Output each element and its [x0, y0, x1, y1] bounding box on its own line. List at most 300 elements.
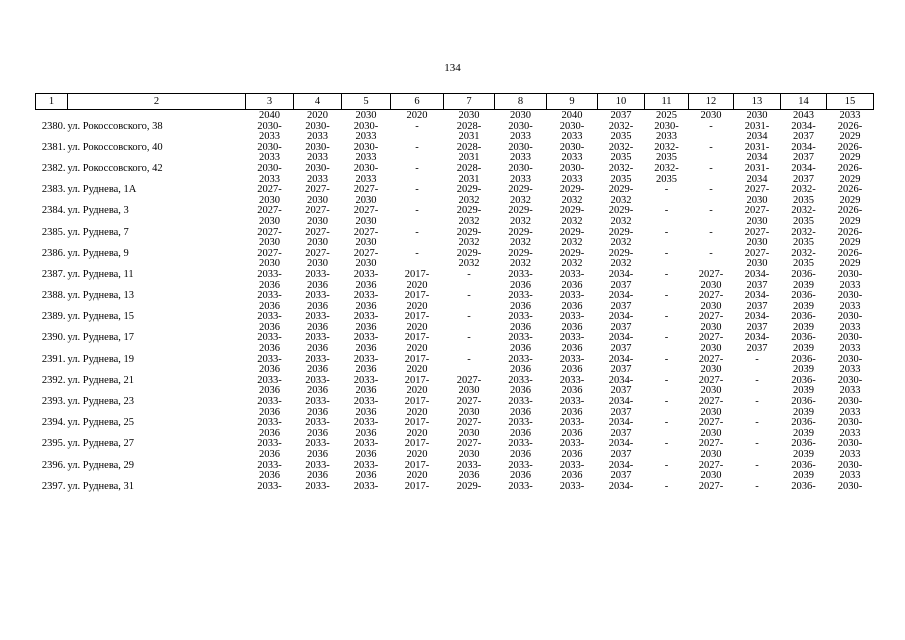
year-range-cell: 2032- 2035	[791, 226, 816, 249]
year-range-cell: 2027- 2030	[698, 459, 724, 482]
column-header: 1	[36, 94, 68, 110]
year-range-cell: 2028- 2031	[456, 141, 482, 164]
year-range-cell: 2030- 2033	[837, 438, 863, 460]
column-header: 9	[547, 94, 598, 110]
year-range-cell: 2030- 2033	[257, 141, 282, 164]
year-range-cell: 2040	[561, 110, 583, 121]
year-range-cell: -	[664, 184, 669, 196]
year-range-cell: 2030	[458, 110, 480, 121]
year-range-cell: 2033- 2036	[559, 268, 585, 291]
year-range-cell: 2034- 2037	[608, 459, 634, 482]
row-number: 2392.	[41, 374, 66, 386]
table-row	[36, 110, 874, 122]
year-range-cell: 2030- 2033	[508, 120, 533, 143]
year-range-cell: 2030- 2033	[837, 417, 863, 439]
address-cell: ул. Руднева, 21	[67, 374, 135, 386]
year-range-cell: 2033- 2036	[257, 290, 282, 312]
year-range-cell: 2026- 2029	[837, 141, 863, 164]
year-range-cell: 2029- 2032	[608, 184, 634, 206]
year-range-cell: 2036- 2039	[791, 459, 816, 482]
table-row	[36, 312, 874, 333]
year-range-cell: 2033- 2036	[305, 374, 330, 397]
year-range-cell: -	[664, 226, 669, 238]
year-range-cell: 2030- 2033	[837, 311, 863, 333]
year-range-cell: 2033-	[353, 480, 379, 492]
address-cell: ул. Руднева, 1А	[67, 184, 137, 196]
year-range-cell: 2030	[510, 110, 531, 121]
year-range-cell: 2033- 2036	[508, 459, 533, 482]
year-range-cell: 2030- 2033	[353, 141, 379, 164]
year-range-cell: -	[415, 247, 419, 259]
address-cell: ул. Руднева, 23	[67, 396, 135, 408]
year-range-cell: 2027- 2030	[353, 205, 379, 227]
row-number: 2391.	[41, 353, 66, 365]
year-range-cell: 2033- 2036	[353, 374, 379, 397]
year-range-cell: 2033- 2036	[305, 438, 330, 460]
address-cell	[68, 110, 246, 122]
year-range-cell: 2027- 2030	[698, 290, 724, 312]
year-range-cell: 2029- 2032	[456, 226, 482, 249]
year-range-cell: 2033- 2036	[257, 311, 282, 333]
year-range-cell: 2029- 2032	[559, 205, 585, 227]
year-range-cell: 2034- 2037	[608, 290, 634, 312]
year-range-cell: -	[467, 290, 471, 302]
year-range-cell: 2033- 2036	[559, 290, 585, 312]
year-range-cell: 2034- 2037	[608, 396, 634, 418]
column-header: 7	[444, 94, 495, 110]
year-range-cell: 2031- 2034	[744, 120, 770, 143]
year-range-cell: 2030- 2033	[837, 396, 863, 418]
row-number: 2394.	[41, 417, 66, 429]
year-range-cell: 2029- 2032	[559, 247, 585, 270]
year-range-cell: 2034- 2037	[791, 162, 816, 185]
table-row	[36, 439, 874, 460]
year-range-cell: 2017- 2020	[404, 332, 430, 355]
year-range-cell: -	[709, 162, 713, 174]
year-range-cell: 2033- 2036	[305, 332, 330, 355]
table-row	[36, 228, 874, 249]
year-range-cell: 2033- 2036	[559, 374, 585, 397]
row-number: 2389.	[41, 311, 66, 323]
year-range-cell: 2033- 2036	[305, 311, 330, 333]
year-range-cell: 2030- 2033	[559, 141, 585, 164]
table-row	[36, 482, 874, 493]
year-range-cell: 2033- 2036	[508, 417, 533, 439]
year-range-cell: 2017- 2020	[404, 353, 430, 376]
year-range-cell: 2027- 2030	[456, 438, 482, 460]
year-range-cell: 2033- 2036	[508, 311, 533, 333]
year-range-cell: 2034- 2037	[608, 268, 634, 291]
year-range-cell: 2025	[656, 110, 677, 121]
year-range-cell: 2017-	[404, 480, 430, 492]
year-range-cell: 2027- 2030	[353, 247, 379, 270]
year-range-cell: 2033- 2036	[257, 459, 282, 482]
column-header: 14	[781, 94, 827, 110]
year-range-cell: 2030- 2033	[559, 162, 585, 185]
year-range-cell: 2033- 2036	[559, 396, 585, 418]
year-range-cell: -	[467, 311, 471, 323]
year-range-cell: 2033- 2036	[257, 396, 282, 418]
year-range-cell: 2033- 2036	[508, 438, 533, 460]
year-range-cell: 2033- 2036	[305, 396, 330, 418]
year-range-cell: 2017- 2020	[404, 268, 430, 291]
year-range-cell: 2030- 2033	[654, 120, 679, 143]
schedule-table	[35, 93, 874, 492]
year-range-cell: -	[664, 268, 669, 280]
year-range-cell: 2033- 2036	[353, 332, 379, 355]
year-range-cell: 2032- 2035	[608, 120, 634, 143]
year-range-cell: 2029- 2032	[559, 184, 585, 206]
year-range-cell: 2034- 2037	[608, 438, 634, 460]
year-range-cell: 2036- 2039	[791, 311, 816, 333]
year-range-cell: 2034- 2037	[608, 374, 634, 397]
year-range-cell: 2033- 2036	[508, 268, 533, 291]
year-range-cell: -	[709, 141, 713, 153]
year-range-cell: 2027- 2030	[698, 417, 724, 439]
column-header: 3	[246, 94, 294, 110]
row-number: 2388.	[41, 290, 66, 302]
year-range-cell: 2033- 2036	[508, 374, 533, 397]
year-range-cell: 2031- 2034	[744, 141, 770, 164]
year-range-cell: 2029-	[456, 480, 482, 492]
year-range-cell: 2030-	[837, 480, 863, 492]
year-range-cell: 2033- 2036	[559, 438, 585, 460]
year-range-cell: 2032- 2035	[654, 141, 679, 164]
column-header: 13	[734, 94, 781, 110]
year-range-cell: 2030- 2033	[837, 459, 863, 482]
year-range-cell: 2030- 2033	[353, 120, 379, 143]
year-range-cell: 2032- 2035	[791, 247, 816, 270]
year-range-cell: -	[664, 353, 669, 365]
table-row	[36, 122, 874, 143]
year-range-cell: -	[709, 120, 713, 132]
year-range-cell: -	[664, 311, 669, 323]
year-range-cell: 2033- 2036	[305, 290, 330, 312]
year-range-cell: 2036- 2039	[791, 438, 816, 460]
year-range-cell: 2017- 2020	[404, 290, 430, 312]
year-range-cell: -	[755, 374, 759, 386]
year-range-cell: 2034- 2037	[744, 290, 770, 312]
year-range-cell: 2033- 2036	[353, 396, 379, 418]
year-range-cell: 2026- 2029	[837, 162, 863, 185]
year-range-cell: 2026- 2029	[837, 120, 863, 143]
year-range-cell: 2029- 2032	[508, 205, 533, 227]
year-range-cell: -	[755, 459, 759, 471]
year-range-cell: 2036- 2039	[791, 332, 816, 355]
row-number: 2384.	[41, 205, 66, 217]
year-range-cell: -	[755, 480, 759, 492]
address-cell: ул. Руднева, 3	[67, 205, 129, 217]
address-cell: ул. Руднева, 31	[67, 480, 135, 492]
table-row	[36, 397, 874, 418]
column-header: 10	[598, 94, 645, 110]
year-range-cell: 2034-	[608, 480, 634, 492]
address-cell: ул. Руднева, 29	[67, 459, 135, 471]
year-range-cell: 2028- 2031	[456, 162, 482, 185]
year-range-cell: -	[755, 438, 759, 450]
row-number: 2380.	[41, 120, 66, 132]
year-range-cell: 2030- 2033	[257, 120, 282, 143]
year-range-cell: 2027- 2030	[456, 396, 482, 418]
year-range-cell: 2033	[839, 110, 861, 121]
year-range-cell: 2029- 2032	[508, 247, 533, 270]
row-number: 2396.	[41, 459, 66, 471]
address-cell: ул. Рокоссовского, 38	[67, 120, 163, 132]
year-range-cell: 2033- 2036	[559, 332, 585, 355]
year-range-cell: 2034- 2037	[744, 268, 770, 291]
year-range-cell: -	[467, 268, 471, 280]
year-range-cell: 2027- 2030	[305, 226, 330, 249]
year-range-cell: 2030- 2033	[837, 374, 863, 397]
year-range-cell: 2027- 2030	[257, 226, 282, 249]
year-range-cell: 2027- 2030	[257, 247, 282, 270]
address-cell: ул. Руднева, 19	[67, 353, 135, 365]
year-range-cell: 2033- 2036	[353, 417, 379, 439]
year-range-cell: 2017- 2020	[404, 396, 430, 418]
row-number	[36, 110, 68, 122]
year-range-cell: 2040	[259, 110, 280, 121]
year-range-cell: 2033- 2036	[456, 459, 482, 482]
year-range-cell: 2033- 2036	[559, 311, 585, 333]
year-range-cell: 2030- 2033	[305, 120, 330, 143]
year-range-cell: 2027- 2030	[744, 184, 770, 206]
table-row	[36, 185, 874, 206]
year-range-cell: 2036-	[791, 480, 816, 492]
year-range-cell: 2033- 2036	[305, 459, 330, 482]
year-range-cell: 2027- 2030	[698, 438, 724, 460]
year-range-cell: 2017- 2020	[404, 374, 430, 397]
year-range-cell: 2033- 2036	[559, 353, 585, 376]
table-row	[36, 206, 874, 227]
year-range-cell: 2029- 2032	[456, 205, 482, 227]
year-range-cell: 2033- 2036	[353, 311, 379, 333]
year-range-cell: 2030- 2033	[559, 120, 585, 143]
row-number: 2381.	[41, 141, 66, 153]
year-range-cell: 2027- 2030	[698, 396, 724, 418]
year-range-cell: 2034- 2037	[608, 417, 634, 439]
year-range-cell: 2030- 2033	[508, 162, 533, 185]
year-range-cell: 2033- 2036	[305, 268, 330, 291]
year-range-cell: 2033- 2036	[305, 417, 330, 439]
year-range-cell: 2027- 2030	[353, 226, 379, 249]
year-range-cell: 2033-	[257, 480, 282, 492]
year-range-cell: 2030	[700, 110, 722, 121]
year-range-cell: 2033- 2036	[353, 438, 379, 460]
year-range-cell: 2030	[746, 110, 768, 121]
year-range-cell: 2026- 2029	[837, 205, 863, 227]
table-row	[36, 291, 874, 312]
year-range-cell: -	[664, 205, 669, 217]
table-body	[36, 110, 874, 493]
year-range-cell: 2036- 2039	[791, 396, 816, 418]
table-row	[36, 270, 874, 291]
year-range-cell: 2027-	[698, 480, 724, 492]
table-row	[36, 355, 874, 376]
address-cell: ул. Рокоссовского, 42	[67, 162, 163, 174]
year-range-cell: 2037	[610, 110, 632, 121]
year-range-cell: 2026- 2029	[837, 226, 863, 249]
year-range-cell: 2027- 2030	[305, 184, 330, 206]
year-range-cell: 2027- 2030	[257, 184, 282, 206]
address-cell: ул. Рокоссовского, 40	[67, 141, 163, 153]
year-range-cell: 2033- 2036	[305, 353, 330, 376]
row-number: 2393.	[41, 396, 66, 408]
year-range-cell: 2027- 2030	[305, 247, 330, 270]
year-range-cell: 2036- 2039	[791, 353, 816, 376]
year-range-cell: -	[415, 141, 419, 153]
year-range-cell: 2029- 2032	[456, 184, 482, 206]
year-range-cell: 2033- 2036	[257, 417, 282, 439]
year-range-cell: 2030- 2033	[508, 141, 533, 164]
year-range-cell: 2033-	[305, 480, 330, 492]
year-range-cell: 2034- 2037	[744, 332, 770, 355]
year-range-cell: 2030- 2033	[305, 162, 330, 185]
year-range-cell: 2027- 2030	[698, 311, 724, 333]
table-row	[36, 249, 874, 270]
row-number: 2395.	[41, 438, 66, 450]
year-range-cell: -	[664, 290, 669, 302]
year-range-cell: 2030- 2033	[837, 332, 863, 355]
year-range-cell: 2029- 2032	[456, 247, 482, 270]
year-range-cell: 2043	[793, 110, 814, 121]
year-range-cell: 2030- 2033	[837, 290, 863, 312]
row-number: 2383.	[41, 184, 66, 196]
year-range-cell: 2026- 2029	[837, 184, 863, 206]
row-number: 2387.	[41, 268, 66, 280]
year-range-cell: 2033- 2036	[353, 290, 379, 312]
address-cell: ул. Руднева, 17	[67, 332, 135, 344]
year-range-cell: 2033- 2036	[508, 332, 533, 355]
year-range-cell: -	[415, 120, 419, 132]
year-range-cell: 2017- 2020	[404, 438, 430, 460]
year-range-cell: 2033- 2036	[559, 459, 585, 482]
year-range-cell: 2030- 2033	[305, 141, 330, 164]
year-range-cell: 2027- 2030	[257, 205, 282, 227]
year-range-cell: 2034- 2037	[608, 353, 634, 376]
year-range-cell: 2029- 2032	[608, 226, 634, 249]
year-range-cell: 2032- 2035	[608, 141, 634, 164]
year-range-cell: -	[664, 438, 669, 450]
table-row	[36, 418, 874, 439]
year-range-cell: 2027- 2030	[698, 374, 724, 397]
year-range-cell: 2027- 2030	[744, 226, 770, 249]
year-range-cell: -	[755, 353, 759, 365]
year-range-cell: 2033- 2036	[353, 353, 379, 376]
year-range-cell: 2036- 2039	[791, 268, 816, 291]
row-number: 2382.	[41, 162, 66, 174]
address-cell: ул. Руднева, 11	[67, 268, 134, 280]
year-range-cell: -	[709, 226, 713, 238]
table-row	[36, 143, 874, 164]
year-range-cell: 2036- 2039	[791, 374, 816, 397]
year-range-cell: 2036- 2039	[791, 290, 816, 312]
year-range-cell: 2033- 2036	[257, 374, 282, 397]
year-range-cell: 2030	[355, 110, 377, 121]
year-range-cell: -	[664, 459, 669, 471]
year-range-cell: 2020	[406, 110, 428, 121]
year-range-cell: 2029- 2032	[608, 247, 634, 270]
year-range-cell: 2033- 2036	[508, 353, 533, 376]
year-range-cell: 2027- 2030	[456, 417, 482, 439]
year-range-cell: 2034- 2037	[791, 141, 816, 164]
header-row	[36, 94, 874, 110]
year-range-cell: 2027- 2030	[698, 353, 724, 376]
column-header: 4	[294, 94, 342, 110]
year-range-cell: 2027- 2030	[744, 247, 770, 270]
year-range-cell: 2034- 2037	[744, 311, 770, 333]
year-range-cell: 2030- 2033	[353, 162, 379, 185]
year-range-cell: 2034- 2037	[608, 332, 634, 355]
year-range-cell: -	[664, 417, 669, 429]
column-header: 11	[645, 94, 689, 110]
year-range-cell: -	[755, 417, 759, 429]
year-range-cell: -	[415, 184, 419, 196]
column-header: 12	[689, 94, 734, 110]
year-range-cell: 2033- 2036	[559, 417, 585, 439]
year-range-cell: 2033- 2036	[257, 332, 282, 355]
year-range-cell: -	[709, 184, 713, 196]
year-range-cell: 2033-	[508, 480, 533, 492]
year-range-cell: -	[755, 396, 759, 408]
address-cell: ул. Руднева, 15	[67, 311, 135, 323]
address-cell: ул. Руднева, 25	[67, 417, 135, 429]
year-range-cell: -	[664, 374, 669, 386]
year-range-cell: 2033- 2036	[353, 268, 379, 291]
year-range-cell: 2036- 2039	[791, 417, 816, 439]
year-range-cell: 2033- 2036	[508, 396, 533, 418]
year-range-cell: 2017- 2020	[404, 417, 430, 439]
column-header: 5	[342, 94, 391, 110]
year-range-cell: 2033- 2036	[257, 268, 282, 291]
column-header: 15	[827, 94, 874, 110]
year-range-cell: -	[467, 353, 471, 365]
row-number: 2390.	[41, 332, 66, 344]
year-range-cell: 2030- 2033	[837, 268, 863, 291]
year-range-cell: -	[664, 396, 669, 408]
year-range-cell: -	[709, 247, 713, 259]
year-range-cell: 2020	[307, 110, 328, 121]
year-range-cell: 2027- 2030	[456, 374, 482, 397]
year-range-cell: 2032- 2035	[654, 162, 679, 185]
year-range-cell: 2032- 2035	[791, 184, 816, 206]
year-range-cell: -	[664, 480, 669, 492]
year-range-cell: 2026- 2029	[837, 247, 863, 270]
year-range-cell: 2029- 2032	[508, 226, 533, 249]
year-range-cell: 2029- 2032	[508, 184, 533, 206]
address-cell: ул. Руднева, 27	[67, 438, 135, 450]
year-range-cell: 2029- 2032	[559, 226, 585, 249]
year-range-cell: 2033- 2036	[508, 290, 533, 312]
row-number: 2397.	[41, 480, 66, 492]
year-range-cell: 2032- 2035	[791, 205, 816, 227]
page-number: 134	[444, 62, 461, 74]
year-range-cell: 2032- 2035	[608, 162, 634, 185]
table-row	[36, 164, 874, 185]
year-range-cell: 2034- 2037	[791, 120, 816, 143]
year-range-cell: 2033-	[559, 480, 585, 492]
year-range-cell: 2017- 2020	[404, 459, 430, 482]
address-cell: ул. Руднева, 13	[67, 290, 135, 302]
column-header: 2	[68, 94, 246, 110]
column-header: 8	[495, 94, 547, 110]
year-range-cell: -	[415, 226, 419, 238]
table-row	[36, 376, 874, 397]
row-number: 2386.	[41, 247, 66, 259]
year-range-cell: -	[664, 332, 669, 344]
address-cell: ул. Руднева, 9	[67, 247, 129, 259]
table-row	[36, 461, 874, 482]
column-header: 6	[391, 94, 444, 110]
